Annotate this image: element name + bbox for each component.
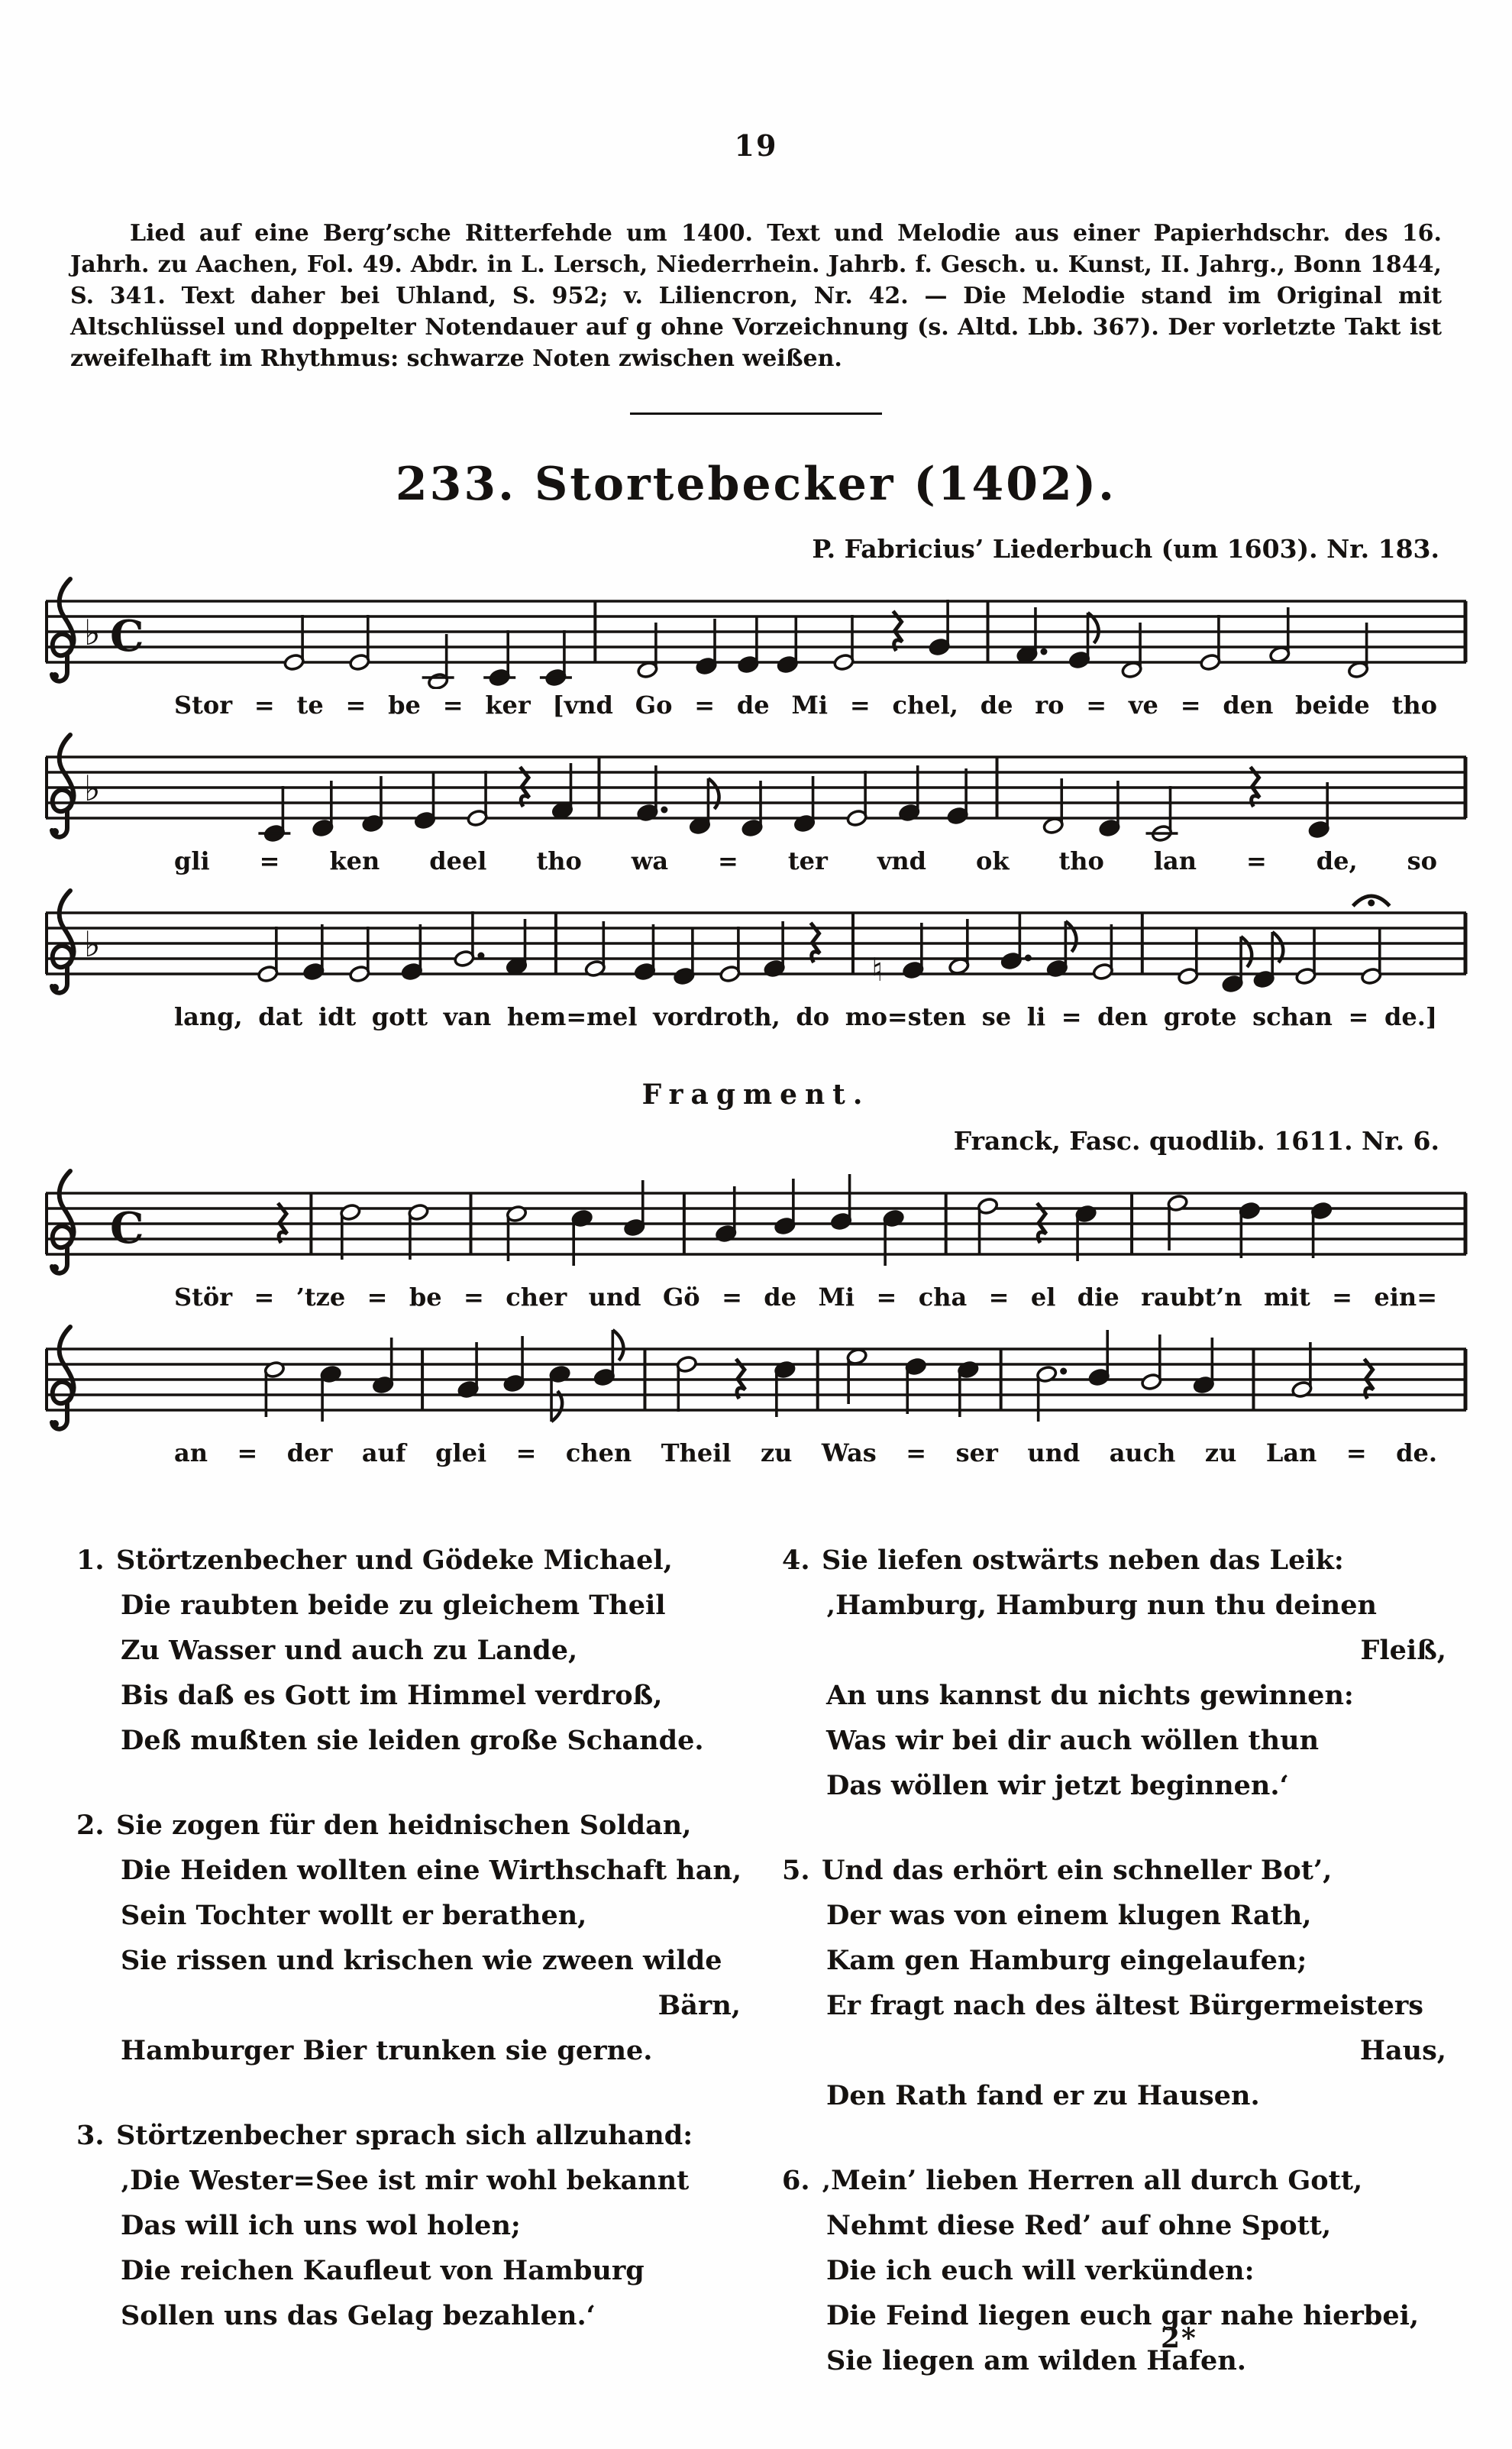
verse-line: Kam gen Hamburg eingelaufen; — [826, 1945, 1307, 1976]
flat-sign: ♭ — [84, 924, 101, 965]
verse-number: 2. — [76, 1810, 105, 1841]
lyric-line: lang, dat idt gott van hem=mel vordroth, do mo=sten se li = den grote schan = de.] — [174, 1002, 1437, 1031]
verse-number: 1. — [76, 1545, 105, 1576]
lyric-line: Stor = te = be = ker [vnd Go = de Mi = chel, de ro = ve = den beide tho — [174, 691, 1437, 720]
augmentation-dot — [1040, 649, 1047, 655]
time-signature: C — [110, 1203, 144, 1254]
flat-sign: ♭ — [84, 612, 101, 653]
music-system — [44, 1322, 1468, 1467]
fragment-heading: Fragment. — [641, 1079, 871, 1111]
fragment-systems — [0, 1166, 1512, 1467]
melody-systems — [0, 574, 1512, 1031]
verse — [76, 1803, 745, 2073]
verse — [782, 2158, 1451, 2383]
verse-line: Die reichen Kaufleut von Hamburg — [121, 2255, 645, 2286]
fragment-source-attribution: Franck, Fasc. quodlib. 1611. Nr. 6. — [953, 1126, 1439, 1156]
augmentation-dot — [1060, 1368, 1067, 1375]
verse-line: Zu Wasser und auch zu Lande, — [121, 1635, 578, 1666]
verse-line: An uns kannst du nichts gewinnen: — [826, 1680, 1354, 1711]
verse-first-line: 4. Sie liefen ostwärts neben das Leik: — [782, 1538, 1451, 1583]
verse-column-left — [76, 1538, 745, 2423]
staff — [44, 574, 1468, 689]
verse-line: Hamburger Bier trunken sie gerne. — [121, 2035, 653, 2066]
lyric-line: gli = ken deel tho wa = ter vnd ok tho lan = de, so — [174, 846, 1437, 875]
editorial-note: Lied auf eine Berg’sche Ritterfehde um 1400. Text und Melodie aus einer Papierhdschr. des 16. Jahrh. zu Aachen, Fol. 49. Abdr. in L. Lersch, Niederrhein. Jahrb. f. Gesch. u. Kunst, II. Jahrg., Bonn 1844, S. 341. Text daher bei Uhland, S. 952; v. Liliencron, Nr. 42. — Die Melodie stand im Original mit Altschlüssel und doppelter Notendauer auf g ohne Vorzeichnung (s. Altd. Lbb. 367). Der vorletzte Takt ist zweifelhaft im Rhythmus: schwarze Noten zwischen weißen. — [70, 220, 1442, 372]
verse-number: 4. — [782, 1545, 810, 1576]
verse — [782, 1848, 1451, 2118]
verse-line: Nehmt diese Red’ auf ohne Spott, — [826, 2210, 1332, 2241]
verse-line: Sein Tochter wollt er berathen, — [121, 1900, 587, 1931]
verse-line: Deß mußten sie leiden große Schande. — [121, 1725, 704, 1756]
verse-line: Bärn, — [657, 1990, 741, 2021]
eighth-flag — [708, 778, 719, 809]
verse-columns — [76, 1538, 1451, 2423]
music-system — [44, 574, 1468, 720]
verse-number: 3. — [76, 2120, 105, 2151]
verse-line: Die ich euch will verkünden: — [826, 2255, 1255, 2286]
augmentation-dot — [1025, 955, 1032, 962]
verse-line: Haus, — [1359, 2035, 1446, 2066]
flat-sign: ♭ — [84, 768, 101, 809]
verse-number: 6. — [782, 2165, 810, 2196]
verse-column-right — [782, 1538, 1451, 2423]
music-system — [44, 1166, 1468, 1312]
printers-signature-mark: 2* — [1161, 2322, 1197, 2354]
music-system — [44, 886, 1468, 1031]
treble-clef-icon — [52, 735, 74, 837]
lyric-line: Stör = ’tze = be = cher und Gö = de Mi = cha = el die raubt’n mit = ein= — [174, 1283, 1437, 1312]
staff — [44, 1166, 1468, 1281]
verse-line: Das will ich uns wol holen; — [121, 2210, 521, 2241]
augmentation-dot — [477, 953, 484, 959]
verse — [76, 1538, 745, 1763]
page-number: 19 — [734, 128, 778, 163]
section-divider — [630, 412, 882, 415]
song-title: 233. Stortebecker (1402). — [395, 458, 1117, 511]
verse-line: Die Feind liegen euch gar nahe hierbei, — [826, 2300, 1420, 2331]
treble-clef-icon — [52, 579, 74, 681]
song-source-attribution: P. Fabricius’ Liederbuch (um 1603). Nr. 183. — [812, 534, 1439, 564]
natural-sign: ♮ — [871, 951, 884, 988]
eighth-flag — [1065, 921, 1076, 952]
verse — [782, 1538, 1451, 1808]
treble-clef-icon — [52, 1327, 74, 1429]
music-system — [44, 730, 1468, 875]
verse-line: Die raubten beide zu gleichem Theil — [121, 1590, 666, 1621]
verse-line: Das wöllen wir jetzt beginnen.‘ — [826, 1770, 1289, 1801]
verse-first-line: 3. Störtzenbecher sprach sich allzuhand: — [76, 2113, 745, 2158]
verse-line: Die Heiden wollten eine Wirthschaft han, — [121, 1855, 742, 1886]
verse-line: Bis daß es Gott im Himmel verdroß, — [121, 1680, 663, 1711]
verse-line: Was wir bei dir auch wöllen thun — [826, 1725, 1320, 1756]
staff — [44, 730, 1468, 845]
staff — [44, 1322, 1468, 1437]
time-signature: C — [110, 611, 144, 662]
verse-first-line: 1. Störtzenbecher und Gödeke Michael, — [76, 1538, 745, 1583]
verse-line: Sie liegen am wilden Hafen. — [826, 2345, 1246, 2376]
verse-line: Der was von einem klugen Rath, — [826, 1900, 1312, 1931]
treble-clef-icon — [52, 1171, 74, 1273]
verse-line: Sollen uns das Gelag bezahlen.‘ — [121, 2300, 596, 2331]
verse-line: Er fragt nach des ältest Bürgermeisters — [826, 1990, 1423, 2021]
treble-clef-icon — [52, 891, 74, 993]
augmentation-dot — [661, 807, 667, 814]
verse — [76, 2113, 745, 2338]
verse-line: Fleiß, — [1360, 1635, 1446, 1666]
staff — [44, 886, 1468, 1001]
eighth-flag — [1241, 937, 1252, 967]
verse-line: Sie rissen und krischen wie zween wilde — [121, 1945, 722, 1976]
verse-line: ‚Hamburg, Hamburg nun thu deinen — [826, 1590, 1377, 1621]
verse-line: Den Rath fand er zu Hausen. — [826, 2080, 1260, 2111]
verse-first-line: 2. Sie zogen für den heidnischen Soldan, — [76, 1803, 745, 1848]
verse-number: 5. — [782, 1855, 810, 1886]
eighth-flag — [612, 1330, 623, 1360]
lyric-line: an = der auf glei = chen Theil zu Was = ser und auch zu Lan = de. — [174, 1438, 1437, 1467]
verse-first-line: 6. ‚Mein’ lieben Herren all durch Gott, — [782, 2158, 1451, 2203]
verse-first-line: 5. Und das erhört ein schneller Bot’, — [782, 1848, 1451, 1893]
verse-line: ‚Die Wester=See ist mir wohl bekannt — [121, 2165, 690, 2196]
